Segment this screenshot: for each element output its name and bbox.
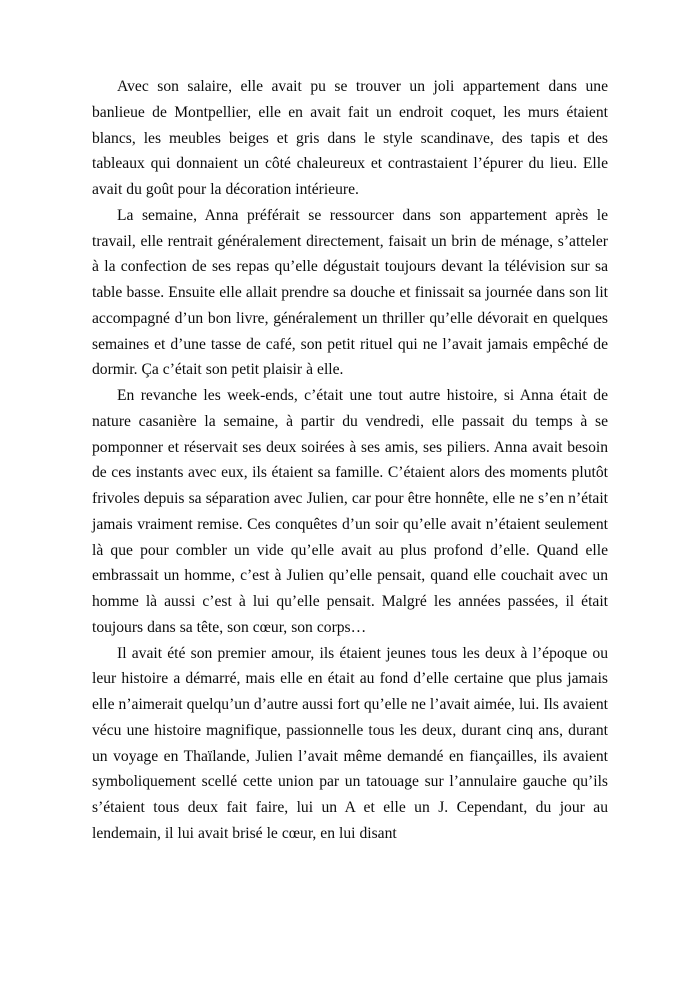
- paragraph: Avec son salaire, elle avait pu se trouver un joli appartement dans une banlieue de Montpellier, elle en avait fait un endroit coquet, les murs étaient blancs, les meubles beiges et gris dans le style scandinave, des tapis et des tableaux qui donnaient un côté chaleureux et contrastaient l’épurer du lieu. Elle avait du goût pour la décoration intérieure.: [92, 78, 608, 198]
- paragraph: Il avait été son premier amour, ils étaient jeunes tous les deux à l’époque ou leur histoire a démarré, mais elle en était au fond d’elle certaine que plus jamais elle n’aimerait quelqu’un d’autre aussi fort qu’elle ne l’avait aimée, lui. Ils avaient vécu une histoire magnifique, passionnelle tous les deux, durant cinq ans, durant un voyage en Thaïlande, Julien l’avait même demandé en fiançailles, ils avaient symboliquement scellé cette union par un tatouage sur l’annulaire gauche qu’ils s’étaient tous deux fait faire, lui un A et elle un J. Cependant, du jour au lendemain, il lui avait brisé le cœur, en lui disant: [92, 644, 608, 842]
- paragraph: La semaine, Anna préférait se ressourcer dans son appartement après le travail, elle rentrait généralement directement, faisait un brin de ménage, s’atteler à la confection de ses repas qu’elle dégustait toujours devant la télévision sur sa table basse. Ensuite elle allait prendre sa douche et finissait sa journée dans son lit accompagné d’un bon livre, généralement un thriller qu’elle dévorait en quelques semaines et d’une tasse de café, son petit rituel qui ne l’avait jamais empêché de dormir. Ça c’était son petit plaisir à elle.: [92, 206, 608, 379]
- body-text-block: [92, 74, 608, 847]
- paragraph: En revanche les week-ends, c’était une tout autre histoire, si Anna était de nature casanière la semaine, à partir du vendredi, elle passait du temps à se pomponner et réservait ses deux soirées à ses amis, ses piliers. Anna avait besoin de ces instants avec eux, ils étaient sa famille. C’étaient alors des moments plutôt frivoles depuis sa séparation avec Julien, car pour être honnête, elle ne s’en n’était jamais vraiment remise. Ces conquêtes d’un soir qu’elle avait n’étaient seulement là que pour combler un vide qu’elle avait au plus profond d’elle. Quand elle embrassait un homme, c’est à Julien qu’elle pensait, quand elle couchait avec un homme là aussi c’est à lui qu’elle pensait. Malgré les années passées, il était toujours dans sa tête, son cœur, son corps…: [92, 387, 608, 636]
